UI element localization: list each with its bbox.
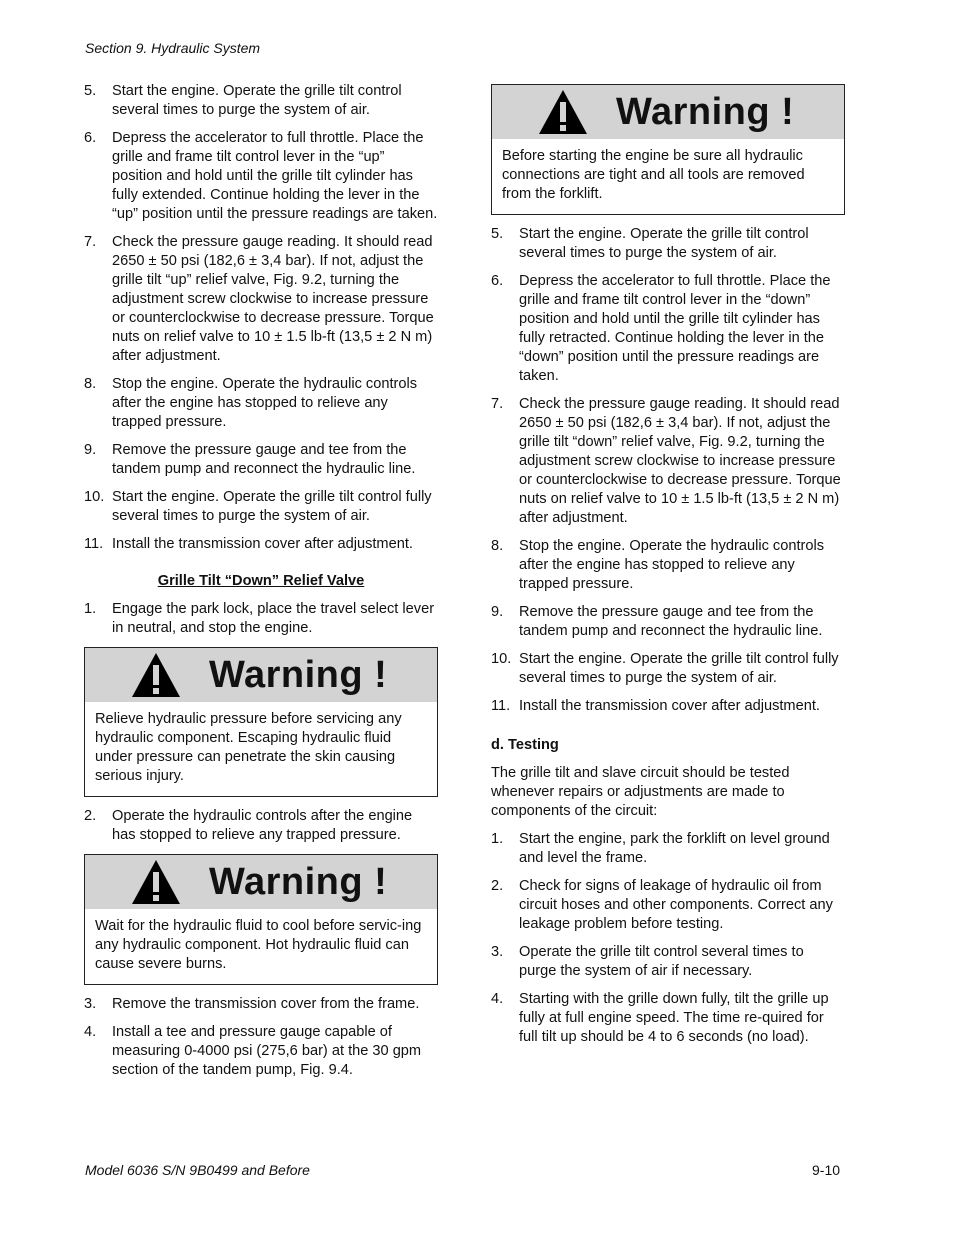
- warning-triangle-icon: [131, 859, 181, 905]
- step-number: 9.: [491, 604, 504, 620]
- step-text: Stop the engine. Operate the hydraulic controls after the engine has stopped to relieve any trapped pressure.: [519, 538, 825, 592]
- warning-box: [491, 84, 845, 215]
- list-item: [491, 650, 845, 688]
- step-text: Depress the accelerator to full throttle. Place the grille and frame tilt control lever in the “up” position and hold until the grille tilt cylinder has fully extended. Continue holding the lever in the “up” position until the pressure readings are taken.: [112, 130, 438, 222]
- subsection-title: Grille Tilt “Down” Relief Valve: [157, 573, 365, 589]
- step-number: 4.: [84, 1024, 97, 1040]
- step-number: 8.: [84, 376, 97, 392]
- left-column: [84, 82, 438, 1089]
- warning-title: Warning !: [209, 860, 388, 903]
- step-number: 4.: [491, 991, 504, 1007]
- warning-header: [85, 855, 437, 909]
- warning-title: Warning !: [616, 90, 795, 133]
- step-number: 1.: [491, 831, 504, 847]
- step-text: Stop the engine. Operate the hydraulic controls after the engine has stopped to relieve any trapped pressure.: [112, 376, 418, 430]
- warning-text: Relieve hydraulic pressure before servicing any hydraulic component. Escaping hydraulic fluid under pressure can penetrate the skin causing serious injury.: [95, 711, 402, 784]
- step-number: 2.: [491, 878, 504, 894]
- step-text: Check the pressure gauge reading. It should read 2650 ± 50 psi (182,6 ± 3,4 bar). If not, adjust the grille tilt “down” relief valve, Fig. 9.2, turning the adjustment screw clockwise to increase pressure or counterclockwise to decrease pressure. Torque nuts on relief valve to 10 ± 1.5 lb-ft (13,5 ± 2 N m) after adjustment.: [519, 396, 841, 526]
- list-item: [491, 990, 845, 1047]
- list-item: [491, 830, 845, 868]
- step-number: 7.: [84, 234, 97, 250]
- step-number: 3.: [84, 996, 97, 1012]
- step-number: 6.: [84, 130, 97, 146]
- step-number: 5.: [84, 83, 97, 99]
- step-number: 7.: [491, 396, 504, 412]
- step-text: Check for signs of leakage of hydraulic oil from circuit hoses and other components. Correct any leakage problem before testing.: [519, 878, 833, 932]
- list-item: [84, 129, 438, 224]
- list-item: [84, 82, 438, 120]
- right-column: [491, 84, 845, 1056]
- page-header: Section 9. Hydraulic System: [85, 40, 261, 56]
- procedure-steps-up: [84, 82, 438, 554]
- step-text: Start the engine, park the forklift on level ground and level the frame.: [519, 831, 830, 866]
- section-intro: The grille tilt and slave circuit should be tested whenever repairs or adjustments are made to components of the circuit:: [491, 765, 790, 819]
- warning-text: Wait for the hydraulic fluid to cool before servic-ing any hydraulic component. Hot hydraulic fluid can cause severe burns.: [95, 918, 422, 972]
- step-text: Remove the pressure gauge and tee from the tandem pump and reconnect the hydraulic line.: [112, 442, 416, 477]
- step-text: Install the transmission cover after adjustment.: [519, 698, 820, 714]
- step-text: Check the pressure gauge reading. It should read 2650 ± 50 psi (182,6 ± 3,4 bar). If not, adjust the grille tilt “up” relief valve, Fig. 9.2, turning the adjustment screw clockwise to increase pressure or counterclockwise to decrease pressure. Torque nuts on relief valve to 10 ± 1.5 lb-ft (13,5 ± 2 N m) after adjustment.: [112, 234, 434, 364]
- step-number: 5.: [491, 226, 504, 242]
- step-text: Install the transmission cover after adjustment.: [112, 536, 413, 552]
- step-text: Remove the transmission cover from the frame.: [112, 996, 420, 1012]
- step-number: 10.: [491, 651, 512, 667]
- step-number: 10.: [84, 489, 105, 505]
- list-item: [491, 537, 845, 594]
- list-item: [491, 697, 845, 716]
- warning-triangle-icon: [538, 89, 588, 135]
- testing-steps: [491, 830, 845, 1047]
- warning-header: [492, 85, 844, 139]
- step-number: 8.: [491, 538, 504, 554]
- step-text: Start the engine. Operate the grille tilt control several times to purge the system of air.: [519, 226, 809, 261]
- warning-box: [84, 647, 438, 797]
- step-text: Engage the park lock, place the travel select lever in neutral, and stop the engine.: [112, 601, 435, 636]
- warning-text: Before starting the engine be sure all hydraulic connections are tight and all tools are removed from the forklift.: [502, 148, 805, 202]
- step-text: Start the engine. Operate the grille tilt control fully several times to purge the system of air.: [112, 489, 432, 524]
- list-item: [491, 395, 845, 528]
- list-item: [491, 877, 845, 934]
- list-item: [84, 535, 438, 554]
- list-item: [491, 272, 845, 386]
- list-item: [84, 1023, 438, 1080]
- warning-header: [85, 648, 437, 702]
- warning-box: [84, 854, 438, 985]
- list-item: [84, 488, 438, 526]
- procedure-steps-down: [491, 225, 845, 716]
- step-number: 2.: [84, 808, 97, 824]
- step-text: Operate the grille tilt control several times to purge the system of air if necessary.: [519, 944, 804, 979]
- list-item: [84, 441, 438, 479]
- footer-model: Model 6036 S/N 9B0499 and Before: [85, 1162, 310, 1178]
- list-item: [84, 807, 438, 845]
- list-item: [84, 233, 438, 366]
- step-text: Remove the pressure gauge and tee from the tandem pump and reconnect the hydraulic line.: [519, 604, 823, 639]
- list-item: [491, 943, 845, 981]
- list-item: [84, 375, 438, 432]
- step-number: 1.: [84, 601, 97, 617]
- step-number: 11.: [491, 698, 511, 714]
- list-item: [84, 995, 438, 1014]
- warning-title: Warning !: [209, 653, 388, 696]
- step-number: 3.: [491, 944, 504, 960]
- step-text: Install a tee and pressure gauge capable of measuring 0-4000 psi (275,6 bar) at the 30 gpm section of the tandem pump, Fig. 9.4.: [112, 1024, 422, 1078]
- step-text: Start the engine. Operate the grille tilt control fully several times to purge the system of air.: [519, 651, 839, 686]
- step-number: 9.: [84, 442, 97, 458]
- step-number: 6.: [491, 273, 504, 289]
- step-text: Operate the hydraulic controls after the engine has stopped to relieve any trapped pressure.: [112, 808, 413, 843]
- list-item: [491, 225, 845, 263]
- step-text: Starting with the grille down fully, tilt the grille up fully at full engine speed. The time re-quired for full tilt up should be 4 to 6 seconds (no load).: [519, 991, 829, 1045]
- list-item: [491, 603, 845, 641]
- step-number: 11.: [84, 536, 104, 552]
- footer-page-number: 9-10: [812, 1162, 841, 1178]
- warning-triangle-icon: [131, 652, 181, 698]
- list-item: [84, 600, 438, 638]
- step-text: Depress the accelerator to full throttle. Place the grille and frame tilt control lever in the “down” position and hold until the grille tilt cylinder has fully retracted. Continue holding the lever in the “down” position until the pressure readings are taken.: [519, 273, 831, 384]
- section-title: d. Testing: [491, 737, 559, 753]
- step-text: Start the engine. Operate the grille tilt control several times to purge the system of air.: [112, 83, 402, 118]
